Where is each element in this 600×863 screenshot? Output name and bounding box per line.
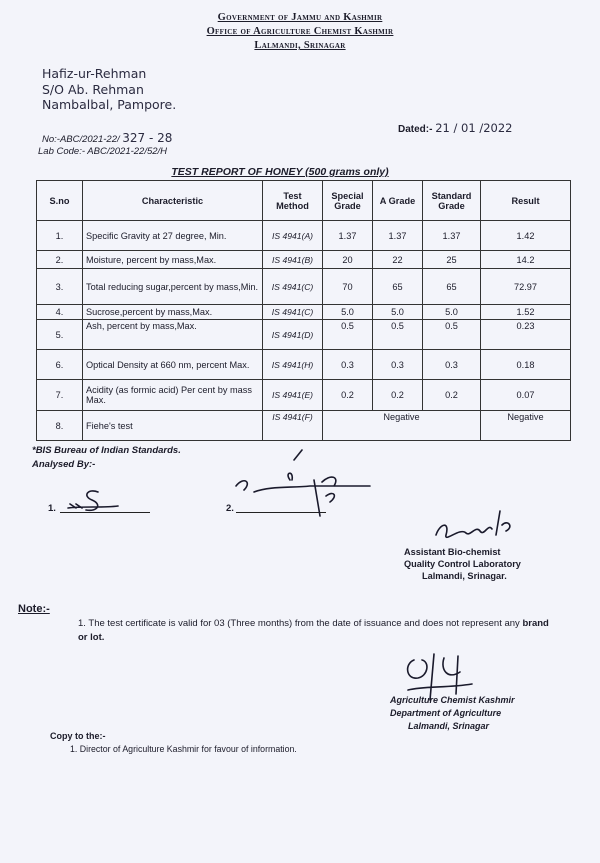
analyst-1-signature (58, 482, 148, 514)
lab-code: Lab Code:- ABC/2021-22/52/H (38, 146, 168, 157)
table-row (37, 350, 571, 380)
cell-method: IS 4941(E) (263, 380, 323, 411)
cell-special: 0.5 (323, 320, 373, 350)
cell-sno: 7. (37, 380, 83, 411)
cell-standard: 5.0 (423, 305, 481, 320)
cell-characteristic: Acidity (as formic acid) Per cent by mass Max. (83, 380, 263, 411)
cell-standard: 0.3 (423, 350, 481, 380)
cell-characteristic: Specific Gravity at 27 degree, Min. (83, 221, 263, 251)
cell-characteristic: Ash, percent by mass,Max. (83, 320, 263, 350)
table-row (37, 320, 571, 350)
cell-special: 70 (323, 269, 373, 305)
cell-characteristic: Sucrose,percent by mass,Max. (83, 305, 263, 320)
cell-result: 72.97 (481, 269, 571, 305)
cell-result: 1.42 (481, 221, 571, 251)
cell-sno: 6. (37, 350, 83, 380)
cell-method: IS 4941(H) (263, 350, 323, 380)
dated-value: 21 / 01 /2022 (435, 121, 513, 135)
col-special-grade: Special Grade (323, 181, 373, 221)
cell-a: 0.2 (373, 380, 423, 411)
table-row (37, 380, 571, 411)
cell-method: IS 4941(F) (263, 411, 323, 441)
cell-a: 5.0 (373, 305, 423, 320)
asst-biochemist-signature (430, 505, 530, 551)
cell-special: 0.2 (323, 380, 373, 411)
cell-characteristic: Moisture, percent by mass,Max. (83, 251, 263, 269)
cell-grades-merged: Negative (323, 411, 481, 441)
cell-result: 0.18 (481, 350, 571, 380)
cell-sno: 5. (37, 320, 83, 350)
analyst-1-label: 1. (48, 503, 56, 514)
cell-standard: 25 (423, 251, 481, 269)
col-test-method: Test Method (263, 181, 323, 221)
asst-biochemist-line-1: Assistant Bio-chemist (404, 547, 501, 557)
table-row (37, 221, 571, 251)
cell-method: IS 4941(C) (263, 305, 323, 320)
addressee-parent: S/O Ab. Rehman (42, 82, 144, 97)
cell-special: 5.0 (323, 305, 373, 320)
cell-method: IS 4941(A) (263, 221, 323, 251)
ref-number-label: No:-ABC/2021-22/ (42, 134, 120, 145)
dated-label: Dated:- (398, 124, 433, 135)
asst-biochemist-line-2: Quality Control Laboratory (404, 559, 521, 569)
table-header-row (37, 181, 571, 221)
cell-a: 0.5 (373, 320, 423, 350)
ref-number (42, 131, 172, 145)
analysed-by-label: Analysed By:- (32, 459, 96, 470)
cell-a: 1.37 (373, 221, 423, 251)
analyst-2-signature (230, 446, 380, 528)
col-sno: S.no (37, 181, 83, 221)
cell-standard: 0.2 (423, 380, 481, 411)
cell-method: IS 4941(D) (263, 320, 323, 350)
note-text-plain: 1. The test certificate is valid for 03 (Three months) from the date of issuance and does not represent any (78, 618, 520, 629)
cell-sno: 2. (37, 251, 83, 269)
cell-method: IS 4941(C) (263, 269, 323, 305)
cell-special: 0.3 (323, 350, 373, 380)
cell-characteristic: Fiehe's test (83, 411, 263, 441)
cell-characteristic: Total reducing sugar,percent by mass,Min. (83, 269, 263, 305)
header-line-2: Office of Agriculture Chemist Kashmir (206, 26, 394, 37)
cell-sno: 3. (37, 269, 83, 305)
cell-sno: 1. (37, 221, 83, 251)
dated (398, 121, 512, 135)
chemist-line-2: Department of Agriculture (390, 708, 502, 718)
cell-characteristic: Optical Density at 660 nm, percent Max. (83, 350, 263, 380)
header-line-1: Government of Jammu and Kashmir (217, 12, 383, 23)
cell-a: 0.3 (373, 350, 423, 380)
cell-sno: 4. (37, 305, 83, 320)
ref-number-value: 327 - 28 (122, 131, 173, 145)
header-line-3: Lalmandi, Srinagar (254, 40, 346, 51)
cell-a: 22 (373, 251, 423, 269)
cell-standard: 1.37 (423, 221, 481, 251)
col-result: Result (481, 181, 571, 221)
note-label: Note:- (18, 603, 50, 615)
cell-result: Negative (481, 411, 571, 441)
cell-sno: 8. (37, 411, 83, 441)
copy-to-label: Copy to the:- (50, 731, 106, 741)
table-row (37, 269, 571, 305)
col-standard-grade: Standard Grade (423, 181, 481, 221)
copy-to-item-1: 1. Director of Agriculture Kashmir for favour of information. (70, 744, 297, 754)
test-report-table (36, 180, 571, 441)
cell-method: IS 4941(B) (263, 251, 323, 269)
analyst-2-label: 2. (226, 503, 234, 514)
col-a-grade: A Grade (373, 181, 423, 221)
cell-result: 0.07 (481, 380, 571, 411)
cell-a: 65 (373, 269, 423, 305)
table-row (37, 251, 571, 269)
cell-result: 14.2 (481, 251, 571, 269)
addressee-name: Hafiz-ur-Rehman (42, 66, 147, 81)
cell-special: 20 (323, 251, 373, 269)
asst-biochemist-line-3: Lalmandi, Srinagar. (422, 571, 507, 581)
chemist-line-3: Lalmandi, Srinagar (408, 721, 490, 731)
report-title: TEST REPORT OF HONEY (500 grams only) (171, 166, 389, 178)
cell-special: 1.37 (323, 221, 373, 251)
cell-result: 1.52 (481, 305, 571, 320)
note-text-bold: brand or lot. (78, 618, 549, 643)
table-row (37, 411, 571, 441)
cell-result: 0.23 (481, 320, 571, 350)
col-characteristic: Characteristic (83, 181, 263, 221)
table-row (37, 305, 571, 320)
bis-note: *BIS Bureau of Indian Standards. (32, 445, 181, 456)
addressee-address: Nambalbal, Pampore. (42, 97, 177, 112)
chemist-line-1: Agriculture Chemist Kashmir (390, 695, 515, 705)
cell-standard: 65 (423, 269, 481, 305)
cell-standard: 0.5 (423, 320, 481, 350)
note-text (78, 617, 558, 645)
